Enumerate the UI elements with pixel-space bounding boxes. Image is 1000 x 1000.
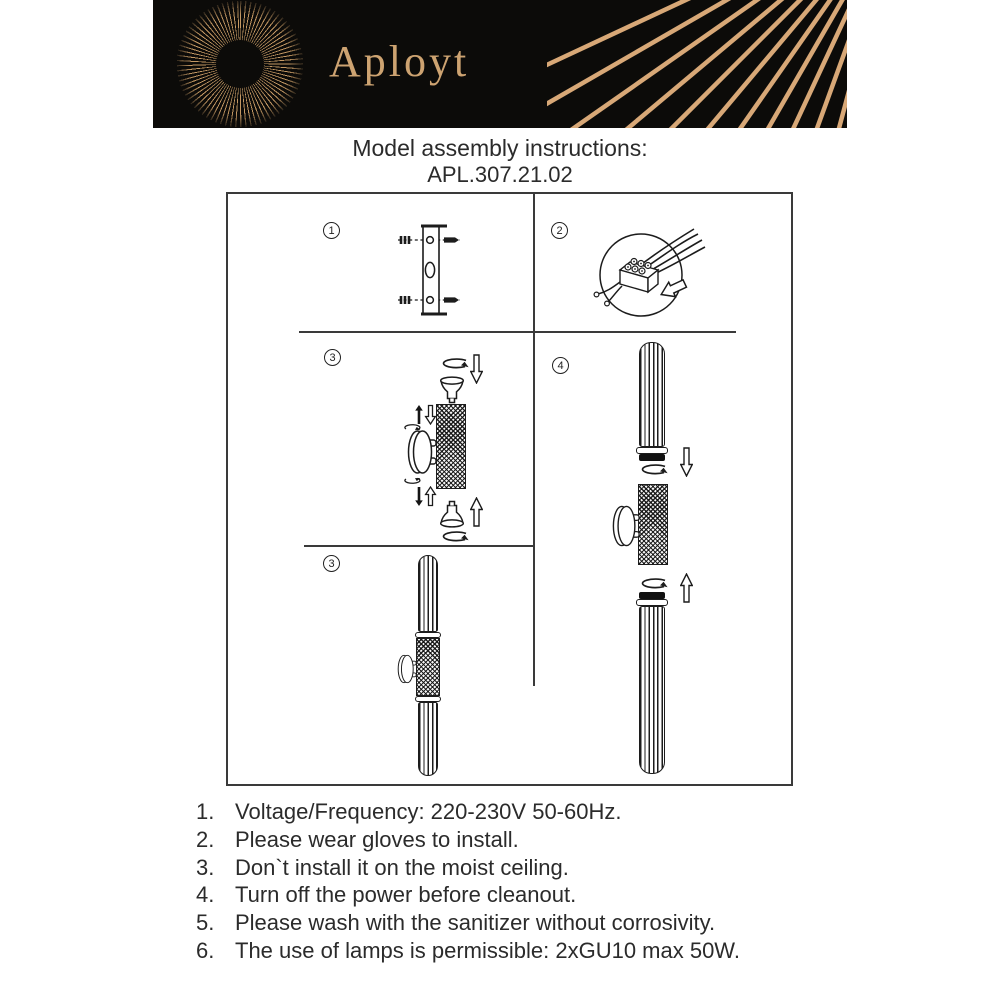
tube-black-band xyxy=(639,592,665,599)
wall-mount-drawing xyxy=(407,429,437,475)
title-block xyxy=(0,135,1000,188)
instruction-number: 6. xyxy=(196,937,215,963)
step-1-badge: 1 xyxy=(323,222,340,239)
instruction-item xyxy=(196,881,740,909)
instruction-text: Don`t install it on the moist ceiling. xyxy=(235,854,569,880)
rotate-arrow-icon xyxy=(437,357,469,370)
lamp-body-knurled xyxy=(638,484,668,565)
instruction-number: 1. xyxy=(196,799,215,824)
instruction-text: The use of lamps is permissible: 2xGU10 max 50W. xyxy=(235,937,740,963)
step-3-badge: 3 xyxy=(324,349,341,366)
mounting-bracket-drawing xyxy=(396,222,462,318)
instruction-text: Please wash with the sanitizer without corrosivity. xyxy=(235,910,716,936)
tube-collar xyxy=(636,447,668,454)
arrow-down-icon xyxy=(470,354,483,384)
divider-vertical xyxy=(533,194,535,686)
instruction-item xyxy=(196,937,740,965)
assembled-tube-top xyxy=(418,555,438,632)
step-5-badge: 3 xyxy=(323,555,340,572)
brand-name: Aployt xyxy=(329,37,470,86)
instruction-item xyxy=(196,854,740,882)
instruction-text: Please wear gloves to install. xyxy=(235,826,519,852)
instruction-item xyxy=(196,826,740,854)
rotate-arrow-icon xyxy=(635,577,669,590)
assembled-body-knurled xyxy=(416,638,440,696)
sunburst-core xyxy=(216,40,264,88)
divider-horizontal-2 xyxy=(304,545,535,547)
rotate-arrow-icon xyxy=(635,463,669,476)
instruction-text: Voltage/Frequency: 220-230V 50-60Hz. xyxy=(235,799,622,824)
gu10-bulb-icon xyxy=(439,376,465,404)
tube-collar xyxy=(636,599,668,606)
small-rotate-arrow-icon xyxy=(404,477,421,485)
instruction-number: 5. xyxy=(196,910,215,936)
instruction-number: 2. xyxy=(196,826,215,852)
wiring-detail-drawing xyxy=(586,220,708,326)
instruction-text: Turn off the power before cleanout. xyxy=(235,882,577,908)
brand-banner xyxy=(153,0,847,128)
arrows-up-down-icon xyxy=(414,404,438,425)
model-number: APL.307.21.02 xyxy=(427,162,573,187)
arrow-down-icon xyxy=(680,447,693,477)
tube-black-band xyxy=(639,454,665,461)
instruction-item xyxy=(196,798,740,826)
assembled-tube-bottom xyxy=(418,702,438,776)
step-2-badge: 2 xyxy=(551,222,568,239)
step-4-badge: 4 xyxy=(552,357,569,374)
instruction-number: 4. xyxy=(196,882,215,908)
gu10-bulb-icon xyxy=(439,500,465,528)
arrow-up-icon xyxy=(470,497,483,527)
instruction-list xyxy=(196,798,740,965)
arrows-up-down-icon xyxy=(414,486,438,507)
rotate-arrow-icon xyxy=(437,530,469,543)
ribbed-tube-top xyxy=(639,342,665,447)
lamp-body-knurled xyxy=(436,404,466,489)
arrow-up-icon xyxy=(680,573,693,603)
wall-mount-drawing xyxy=(612,503,640,549)
ribbed-tube-bottom xyxy=(639,606,665,774)
wall-mount-drawing xyxy=(396,654,418,684)
sunburst-logo-icon xyxy=(177,1,303,127)
page-title: Model assembly instructions: xyxy=(352,135,648,161)
instruction-number: 3. xyxy=(196,854,215,880)
corner-rays-decoration xyxy=(547,0,847,128)
assembly-diagram-box xyxy=(226,192,793,786)
instruction-item xyxy=(196,909,740,937)
divider-horizontal-1 xyxy=(299,331,736,333)
